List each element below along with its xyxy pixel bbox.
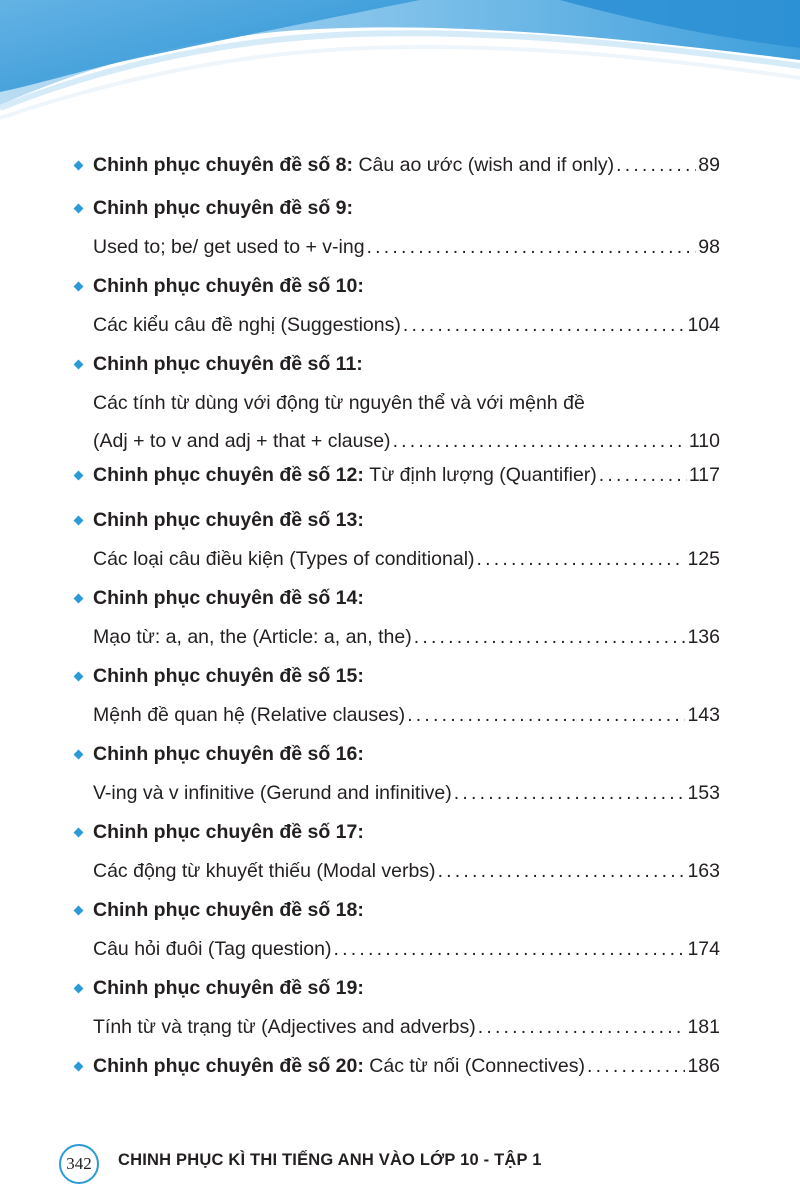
toc-entry-heading: Chinh phục chuyên đề số 13: bbox=[93, 509, 364, 531]
toc-entry-page: 181 bbox=[687, 1016, 720, 1038]
leader-dots bbox=[599, 458, 687, 492]
toc-entry-title: Các động từ khuyết thiếu (Modal verbs) bbox=[93, 860, 436, 882]
toc-entry-heading: Chinh phục chuyên đề số 9: bbox=[93, 197, 354, 219]
toc-entry-title-line bbox=[76, 386, 720, 420]
toc-entry-title: (Adj + to v and adj + that + clause) bbox=[93, 430, 391, 452]
diamond-bullet-icon bbox=[75, 1049, 84, 1083]
toc-entry-page: 153 bbox=[687, 782, 720, 804]
toc-entry-heading-line bbox=[76, 191, 720, 225]
diamond-bullet-icon bbox=[75, 148, 84, 182]
toc-entry-heading-line bbox=[76, 659, 720, 693]
toc-entry-heading: Chinh phục chuyên đề số 8: bbox=[93, 154, 354, 176]
toc-entry-page: 89 bbox=[698, 154, 720, 176]
toc-entry-title: V-ing và v infinitive (Gerund and infinitive) bbox=[93, 782, 452, 804]
toc-entry-page: 104 bbox=[687, 314, 720, 336]
leader-dots bbox=[334, 932, 686, 966]
toc-entry-page: 98 bbox=[698, 236, 720, 258]
leader-dots bbox=[438, 854, 686, 888]
toc-entry-title: Câu hỏi đuôi (Tag question) bbox=[93, 938, 332, 960]
toc-entry-heading-line bbox=[76, 347, 720, 381]
toc-entry-page: 186 bbox=[687, 1055, 720, 1077]
toc-entry-heading: Chinh phục chuyên đề số 17: bbox=[93, 821, 364, 843]
diamond-bullet-icon bbox=[75, 581, 84, 615]
toc-entry-heading: Chinh phục chuyên đề số 11: bbox=[93, 353, 363, 375]
toc-entry-page: 143 bbox=[687, 704, 720, 726]
toc-entry-heading-line bbox=[76, 971, 720, 1005]
diamond-bullet-icon bbox=[75, 503, 84, 537]
diamond-bullet-icon bbox=[75, 815, 84, 849]
toc-entry-heading-line bbox=[76, 815, 720, 849]
toc-entry-heading: Chinh phục chuyên đề số 14: bbox=[93, 587, 364, 609]
toc-entry-page: 110 bbox=[688, 430, 720, 452]
leader-dots bbox=[407, 698, 685, 732]
toc-entry-title-line bbox=[76, 424, 720, 458]
leader-dots bbox=[367, 230, 697, 264]
toc-entry-page: 125 bbox=[687, 548, 720, 570]
toc-entry-heading-line bbox=[76, 269, 720, 303]
toc-entry-page: 136 bbox=[687, 626, 720, 648]
toc-entry-title: Tính từ và trạng từ (Adjectives and adverbs) bbox=[93, 1016, 476, 1038]
leader-dots bbox=[454, 776, 686, 810]
toc-entry-heading-line bbox=[76, 581, 720, 615]
leader-dots bbox=[478, 1010, 686, 1044]
toc-entry-heading-line bbox=[76, 737, 720, 771]
toc-entry-heading: Chinh phục chuyên đề số 12: bbox=[93, 464, 364, 486]
book-title: CHINH PHỤC KÌ THI TIẾNG ANH VÀO LỚP 10 - TẬP 1 bbox=[118, 1151, 542, 1169]
toc-entry-title: Các từ nối (Connectives) bbox=[369, 1055, 586, 1077]
toc-entry-title-line bbox=[76, 230, 720, 264]
toc-entry-page: 117 bbox=[688, 464, 720, 486]
toc-entry-title-line bbox=[76, 1010, 720, 1044]
toc-entry-title: Các tính từ dùng với động từ nguyên thể và với mệnh đề bbox=[93, 392, 585, 414]
toc-entry-heading: Chinh phục chuyên đề số 10: bbox=[93, 275, 364, 297]
toc-entry-title: Mạo từ: a, an, the (Article: a, an, the) bbox=[93, 626, 412, 648]
toc-entry-heading: Chinh phục chuyên đề số 18: bbox=[93, 899, 364, 921]
diamond-bullet-icon bbox=[75, 659, 84, 693]
toc-entry-title: Các loại câu điều kiện (Types of conditional) bbox=[93, 548, 475, 570]
toc-entry-title-line bbox=[76, 698, 720, 732]
diamond-bullet-icon bbox=[75, 737, 84, 771]
toc-entry-heading-line bbox=[76, 893, 720, 927]
leader-dots bbox=[477, 542, 686, 576]
diamond-bullet-icon bbox=[75, 971, 84, 1005]
toc-entry-page: 174 bbox=[687, 938, 720, 960]
toc-entry-heading-line bbox=[76, 458, 720, 492]
leader-dots bbox=[587, 1049, 685, 1083]
toc-entry-title: Các kiểu câu đề nghị (Suggestions) bbox=[93, 314, 401, 336]
toc-entry-title-line bbox=[76, 542, 720, 576]
toc-entry-title-line bbox=[76, 620, 720, 654]
diamond-bullet-icon bbox=[75, 458, 84, 492]
toc-entry-page: 163 bbox=[687, 860, 720, 882]
toc-entry-heading-line bbox=[76, 148, 720, 182]
toc-entry-title: Từ định lượng (Quantifier) bbox=[369, 464, 597, 486]
leader-dots bbox=[393, 424, 687, 458]
toc-entry-heading: Chinh phục chuyên đề số 20: bbox=[93, 1055, 364, 1077]
toc-entry-heading-line bbox=[76, 1049, 720, 1083]
header-wave-decoration bbox=[0, 0, 800, 135]
diamond-bullet-icon bbox=[75, 893, 84, 927]
diamond-bullet-icon bbox=[75, 191, 84, 225]
page-number-badge: 342 bbox=[59, 1144, 99, 1184]
toc-entry-heading: Chinh phục chuyên đề số 19: bbox=[93, 977, 364, 999]
toc-entry-title-line bbox=[76, 932, 720, 966]
leader-dots bbox=[616, 148, 696, 182]
toc-entry-title: Mệnh đề quan hệ (Relative clauses) bbox=[93, 704, 406, 726]
toc-entry-title-line bbox=[76, 776, 720, 810]
toc-entry-heading: Chinh phục chuyên đề số 15: bbox=[93, 665, 364, 687]
toc-entry-title-line bbox=[76, 854, 720, 888]
leader-dots bbox=[414, 620, 686, 654]
toc-entry-title: Used to; be/ get used to + v-ing bbox=[93, 236, 365, 258]
toc-entry-heading-line bbox=[76, 503, 720, 537]
diamond-bullet-icon bbox=[75, 347, 84, 381]
toc-entry-heading: Chinh phục chuyên đề số 16: bbox=[93, 743, 364, 765]
toc-entry-title-line bbox=[76, 308, 720, 342]
leader-dots bbox=[403, 308, 686, 342]
toc-entry-title: Câu ao ước (wish and if only) bbox=[358, 154, 615, 176]
diamond-bullet-icon bbox=[75, 269, 84, 303]
